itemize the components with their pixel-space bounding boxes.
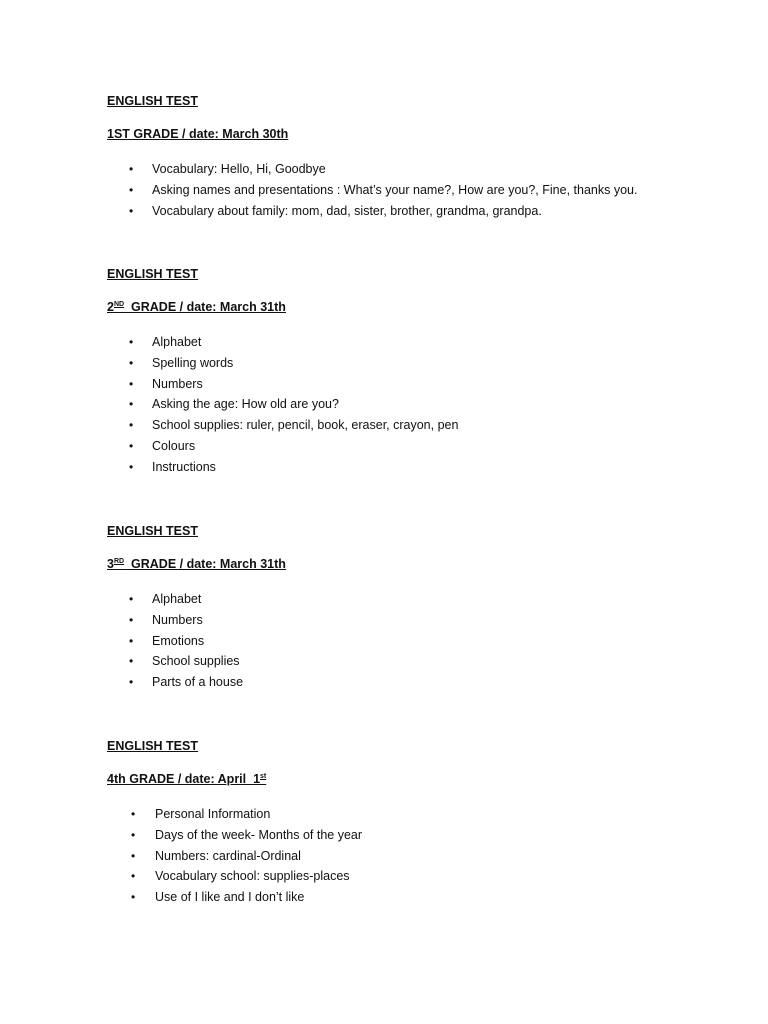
list-item-text: Emotions [152,633,205,648]
bullet-icon: • [129,654,134,669]
grade-number: 3 [107,557,114,571]
topic-list [107,804,707,908]
list-item [107,201,707,222]
list-item [107,436,707,457]
list-item [107,846,707,867]
grade-ordinal-suffix: RD [113,558,125,565]
bullet-icon: • [129,203,134,218]
list-item [107,353,707,374]
list-item [107,415,707,436]
topic-list [107,159,707,221]
bullet-icon: • [131,807,136,821]
bullet-icon: • [131,827,136,842]
list-item-text: Numbers: cardinal-Ordinal [155,848,301,863]
bullet-icon: • [129,438,134,453]
section-heading: ENGLISH TEST [107,94,198,108]
list-item-text: Numbers [152,376,203,391]
list-item [107,887,707,908]
list-item-text: Numbers [152,612,203,627]
list-item-text: Alphabet [152,592,202,606]
section-heading: ENGLISH TEST [107,524,198,538]
test-section-grade-3 [107,523,707,693]
bullet-icon: • [131,869,136,884]
bullet-icon: • [129,376,134,391]
bullet-icon: • [129,182,134,197]
list-item [107,394,707,415]
list-item [107,631,707,652]
bullet-icon: • [129,675,134,690]
list-item [107,332,707,353]
list-item-text: Instructions [152,459,216,474]
bullet-icon: • [129,633,134,648]
list-item [107,457,707,478]
list-item-text: Alphabet [152,335,202,349]
grade-date-line [107,771,707,787]
test-section-grade-4 [107,738,707,908]
list-item [107,804,707,825]
list-item-text: Parts of a house [152,675,244,690]
grade-text: GRADE / date: March 31th [124,557,286,571]
list-item [107,180,707,201]
grade-number: 2 [107,300,114,314]
grade-text: 4th GRADE / date: April 1 [107,772,261,786]
list-item-text: School supplies: ruler, pencil, book, eraser, crayon, pen [152,418,459,433]
topic-list [107,332,707,478]
topic-list [107,589,707,693]
bullet-icon: • [131,848,136,863]
list-item [107,374,707,395]
bullet-icon: • [129,397,134,412]
list-item [107,672,707,693]
list-item-text: Personal Information [155,807,271,821]
bullet-icon: • [129,459,134,474]
list-item-text: Colours [152,438,196,453]
test-section-grade-1 [107,93,707,221]
list-item-text: Asking names and presentations : What’s your name?, How are you?, Fine, thanks you. [152,182,638,197]
list-item-text: Vocabulary about family: mom, dad, sister, brother, grandma, grandpa. [152,203,542,218]
list-item-text: Vocabulary school: supplies-places [155,869,350,884]
section-heading: ENGLISH TEST [107,267,198,281]
section-heading: ENGLISH TEST [107,739,198,753]
test-section-grade-2 [107,266,707,478]
list-item-text: Days of the week- Months of the year [155,827,363,842]
grade-text: GRADE / date: March 31th [124,300,286,314]
bullet-icon: • [129,592,134,606]
grade-date-line [107,126,707,142]
bullet-icon: • [129,335,134,349]
list-item [107,825,707,846]
list-item-text: Spelling words [152,355,234,370]
grade-date-line [107,556,707,572]
bullet-icon: • [129,162,134,176]
grade-text: 1ST GRADE / date: March 30th [107,127,289,141]
list-item-text: Asking the age: How old are you? [152,397,339,412]
bullet-icon: • [131,890,136,905]
list-item [107,159,707,180]
list-item-text: Vocabulary: Hello, Hi, Goodbye [152,162,326,176]
bullet-icon: • [129,612,134,627]
list-item-text: Use of I like and I don’t like [155,890,305,905]
bullet-icon: • [129,355,134,370]
grade-ordinal-suffix: ND [113,301,125,308]
list-item-text: School supplies [152,654,240,669]
bullet-icon: • [129,418,134,433]
list-item [107,651,707,672]
grade-date-line [107,299,707,315]
list-item [107,589,707,610]
grade-ordinal-suffix: st [260,773,267,780]
list-item [107,610,707,631]
list-item [107,866,707,887]
